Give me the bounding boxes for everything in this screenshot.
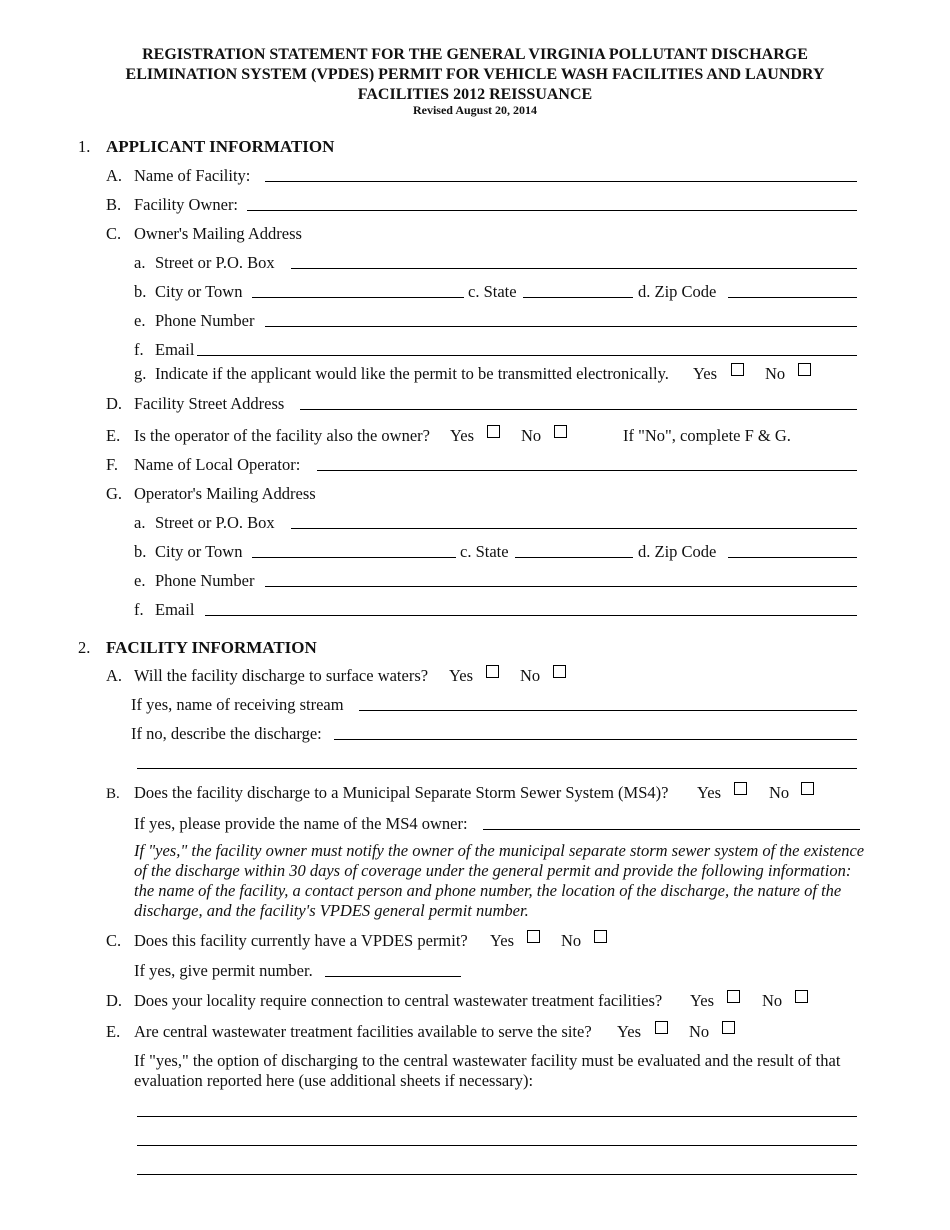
- yes-label: Yes: [617, 1022, 642, 1041]
- yes-label: Yes: [697, 783, 722, 802]
- title-line-2: ELIMINATION SYSTEM (VPDES) PERMIT FOR VEHICLE WASH FACILITIES AND LAUNDRY: [125, 66, 825, 83]
- sub-letter: e.: [134, 311, 146, 330]
- local-operator-label: Name of Local Operator:: [134, 455, 301, 474]
- operator-phone-field[interactable]: [265, 586, 857, 587]
- owner-state-field[interactable]: [523, 297, 633, 298]
- ms4-notification-note: If "yes," the facility owner must notify the owner of the municipal separate storm sewer system of the existence of the discharge within 30 days of coverage under the general permit and provide the following information: the name of the facility, a contact person and phone number, the location of the discharge, the nature of the discharge, and the facility's VPDES general permit number.: [134, 841, 865, 920]
- yes-label: Yes: [449, 666, 474, 685]
- yes-label: Yes: [450, 426, 475, 445]
- describe-discharge-field-2[interactable]: [137, 768, 857, 769]
- facility-name-field[interactable]: [265, 181, 857, 182]
- central-available-no-checkbox[interactable]: [722, 1021, 735, 1034]
- operator-email-field[interactable]: [205, 615, 857, 616]
- owner-mailing-address-label: Owner's Mailing Address: [134, 224, 302, 243]
- surface-waters-question: Will the facility discharge to surface waters?: [134, 666, 429, 685]
- owner-phone-label: Phone Number: [155, 311, 255, 330]
- title-line-3: FACILITIES 2012 REISSUANCE: [357, 86, 593, 103]
- sub-letter: f.: [134, 340, 144, 359]
- ms4-no-checkbox[interactable]: [801, 782, 814, 795]
- receiving-stream-field[interactable]: [359, 710, 857, 711]
- title-line-1: REGISTRATION STATEMENT FOR THE GENERAL VIRGINIA POLLUTANT DISCHARGE: [142, 46, 808, 63]
- local-operator-field[interactable]: [317, 470, 857, 471]
- ms4-question: Does the facility discharge to a Municipal Separate Storm Sewer System (MS4)?: [134, 783, 669, 802]
- yes-label: Yes: [490, 931, 515, 950]
- sub-letter: f.: [134, 600, 144, 619]
- no-label: No: [769, 783, 790, 802]
- sub-letter: b.: [134, 282, 147, 301]
- vpdes-permit-question: Does this facility currently have a VPDES permit?: [134, 931, 468, 950]
- operator-city-label: City or Town: [155, 542, 243, 561]
- no-label: No: [689, 1022, 710, 1041]
- section-2-number: 2.: [78, 638, 91, 657]
- facility-owner-field[interactable]: [247, 210, 857, 211]
- operator-owner-no-checkbox[interactable]: [554, 425, 567, 438]
- permit-number-label: If yes, give permit number.: [134, 961, 313, 980]
- evaluation-field-3[interactable]: [137, 1174, 857, 1175]
- ms4-yes-checkbox[interactable]: [734, 782, 747, 795]
- yes-label: Yes: [690, 991, 715, 1010]
- surface-waters-yes-checkbox[interactable]: [486, 665, 499, 678]
- sub-letter: g.: [134, 364, 147, 383]
- central-connection-question: Does your locality require connection to central wastewater treatment facilities?: [134, 991, 663, 1010]
- no-label: No: [520, 666, 541, 685]
- ms4-owner-field[interactable]: [483, 829, 860, 830]
- operator-state-label: c. State: [460, 542, 509, 561]
- form-title: [60, 45, 890, 105]
- sub-letter: e.: [134, 571, 146, 590]
- item-letter: B.: [106, 195, 122, 214]
- item-letter: G.: [106, 484, 123, 503]
- owner-zip-label: d. Zip Code: [638, 282, 717, 301]
- facility-street-field[interactable]: [300, 409, 857, 410]
- operator-owner-question: Is the operator of the facility also the owner?: [134, 426, 430, 445]
- surface-waters-no-checkbox[interactable]: [553, 665, 566, 678]
- central-connection-no-checkbox[interactable]: [795, 990, 808, 1003]
- item-letter: C.: [106, 224, 122, 243]
- no-label: No: [521, 426, 542, 445]
- item-letter: E.: [106, 426, 121, 445]
- electronic-permit-yes-checkbox[interactable]: [731, 363, 744, 376]
- receiving-stream-label: If yes, name of receiving stream: [131, 695, 344, 714]
- electronic-permit-no-checkbox[interactable]: [798, 363, 811, 376]
- item-letter: C.: [106, 931, 122, 950]
- section-1-number: 1.: [78, 137, 91, 156]
- owner-city-field[interactable]: [252, 297, 464, 298]
- operator-zip-label: d. Zip Code: [638, 542, 717, 561]
- sub-letter: a.: [134, 253, 146, 272]
- evaluation-field-1[interactable]: [137, 1116, 857, 1117]
- central-connection-yes-checkbox[interactable]: [727, 990, 740, 1003]
- owner-zip-field[interactable]: [728, 297, 857, 298]
- describe-discharge-field[interactable]: [334, 739, 857, 740]
- revised-date: Revised August 20, 2014: [412, 103, 537, 117]
- operator-city-field[interactable]: [252, 557, 456, 558]
- operator-owner-yes-checkbox[interactable]: [487, 425, 500, 438]
- item-letter: D.: [106, 991, 123, 1010]
- item-letter: E.: [106, 1022, 121, 1041]
- operator-owner-note: If "No", complete F & G.: [623, 426, 791, 445]
- item-letter: F.: [106, 455, 118, 474]
- no-label: No: [561, 931, 582, 950]
- facility-street-label: Facility Street Address: [134, 394, 285, 413]
- item-letter: A.: [106, 166, 123, 185]
- owner-city-label: City or Town: [155, 282, 243, 301]
- operator-mailing-address-label: Operator's Mailing Address: [134, 484, 316, 503]
- operator-street-label: Street or P.O. Box: [155, 513, 275, 532]
- evaluation-note: If "yes," the option of discharging to the central wastewater facility must be evaluated and the result of that evaluation reported here (use additional sheets if necessary):: [134, 1051, 841, 1090]
- ms4-owner-label: If yes, please provide the name of the MS4 owner:: [134, 814, 468, 833]
- electronic-permit-label: Indicate if the applicant would like the permit to be transmitted electronically.: [155, 364, 669, 383]
- evaluation-field-2[interactable]: [137, 1145, 857, 1146]
- operator-phone-label: Phone Number: [155, 571, 255, 590]
- operator-street-field[interactable]: [291, 528, 857, 529]
- operator-zip-field[interactable]: [728, 557, 857, 558]
- vpdes-permit-yes-checkbox[interactable]: [527, 930, 540, 943]
- item-letter: D.: [106, 394, 123, 413]
- sub-letter: b.: [134, 542, 147, 561]
- owner-phone-field[interactable]: [265, 326, 857, 327]
- permit-number-field[interactable]: [325, 976, 461, 977]
- item-letter: B.: [106, 786, 120, 802]
- item-letter: A.: [106, 666, 123, 685]
- facility-name-label: Name of Facility:: [134, 166, 251, 185]
- owner-email-field[interactable]: [197, 355, 857, 356]
- facility-owner-label: Facility Owner:: [134, 195, 239, 214]
- vpdes-permit-no-checkbox[interactable]: [594, 930, 607, 943]
- section-2-heading: FACILITY INFORMATION: [106, 638, 317, 657]
- central-available-question: Are central wastewater treatment facilities available to serve the site?: [134, 1022, 592, 1041]
- sub-letter: a.: [134, 513, 146, 532]
- no-label: No: [762, 991, 783, 1010]
- operator-email-label: Email: [155, 600, 195, 619]
- owner-email-label: Email: [155, 340, 195, 359]
- no-label: No: [765, 364, 786, 383]
- describe-discharge-label: If no, describe the discharge:: [131, 724, 322, 743]
- owner-street-label: Street or P.O. Box: [155, 253, 275, 272]
- operator-state-field[interactable]: [515, 557, 633, 558]
- central-available-yes-checkbox[interactable]: [655, 1021, 668, 1034]
- section-1-heading: APPLICANT INFORMATION: [106, 137, 335, 156]
- owner-street-field[interactable]: [291, 268, 857, 269]
- yes-label: Yes: [693, 364, 718, 383]
- owner-state-label: c. State: [468, 282, 517, 301]
